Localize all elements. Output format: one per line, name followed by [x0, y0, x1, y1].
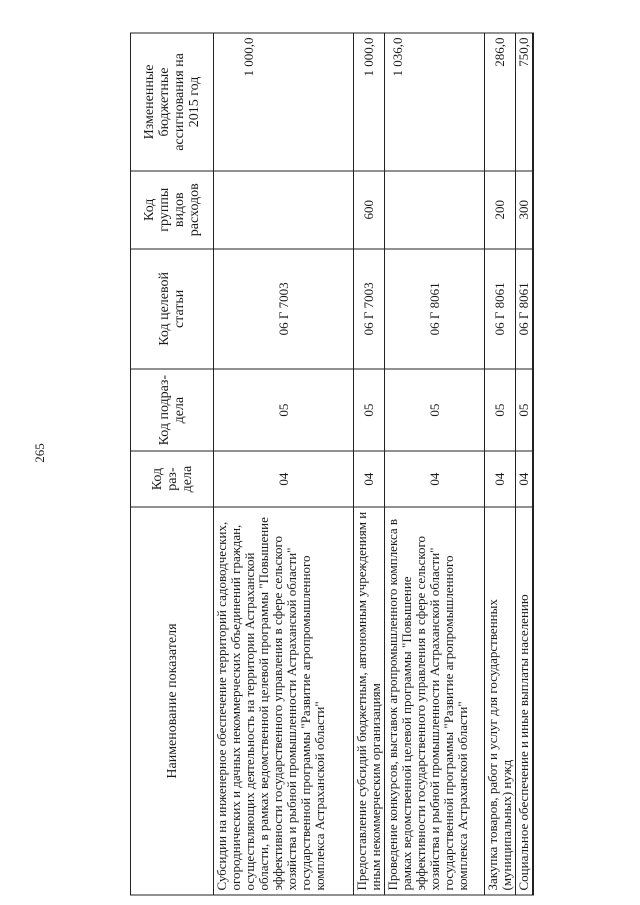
row-podrazdel: 05: [354, 369, 385, 451]
header-vid: Код группы видов расходов: [131, 171, 214, 249]
row-vid: [385, 171, 485, 249]
page-number: 265: [31, 443, 47, 463]
table-row: [385, 33, 485, 895]
row-podrazdel: 05: [385, 369, 485, 451]
row-celevaya: 06 Г 7003: [354, 249, 385, 370]
row-celevaya: 06 Г 8061: [516, 249, 534, 370]
row-amount: 1 000,0: [354, 33, 385, 171]
header-razdel: Код раз-дела: [131, 451, 214, 507]
table-row: [485, 33, 516, 895]
row-razdel: 04: [385, 451, 485, 507]
header-amount: Измененные бюджетные ассигнования на 2015 год: [131, 33, 214, 171]
row-celevaya: 06 Г 8061: [485, 249, 516, 370]
row-razdel: 04: [214, 451, 354, 507]
row-razdel: 04: [516, 451, 534, 507]
rotated-table-container: [130, 33, 531, 896]
table-row: [516, 33, 534, 895]
row-name: Социальное обеспечение и иные выплаты населению: [516, 507, 534, 895]
row-razdel: 04: [485, 451, 516, 507]
row-razdel: 04: [354, 451, 385, 507]
row-vid: [214, 171, 354, 249]
table-header-row: [131, 33, 214, 895]
header-podrazdel: Код подраз-дела: [131, 369, 214, 451]
row-podrazdel: 05: [485, 369, 516, 451]
table-row: [354, 33, 385, 895]
row-name: Субсидии на инженерное обеспечение территорий садоводческих, огороднических и дачных некоммерческих объединений граждан, осуществляющих деятельность на территории Астраханской области, в рамках ведомственной целевой программы "Повышение эффективности государственного управления в сфере сельского хозяйства и рыбной промышленности Астраханской области" государственной программы "Развитие агропромышленного комплекса Астраханской области": [214, 507, 354, 895]
row-name: Предоставление субсидий бюджетным, автономным учреждениям и иным некоммерческим организациям: [354, 507, 385, 895]
row-podrazdel: 05: [214, 369, 354, 451]
row-amount: 286,0: [485, 33, 516, 171]
header-celevaya: Код целевой статьи: [131, 249, 214, 370]
table-row: [214, 33, 354, 895]
row-celevaya: 06 Г 8061: [385, 249, 485, 370]
row-name: Закупка товаров, работ и услуг для государственных (муниципальных) нужд: [485, 507, 516, 895]
row-podrazdel: 05: [516, 369, 534, 451]
header-name: Наименование показателя: [131, 507, 214, 895]
row-celevaya: 06 Г 7003: [214, 249, 354, 370]
budget-table: [130, 33, 534, 896]
row-vid: 300: [516, 171, 534, 249]
row-vid: 600: [354, 171, 385, 249]
row-amount: 1 000,0: [214, 33, 354, 171]
row-name: Проведение конкурсов, выставок агропромышленного комплекса в рамках ведомственной целевой программы "Повышение эффективности государственного управления в сфере сельского хозяйства и рыбной промышленности Астраханской области" государственной программы "Развитие агропромышленного комплекса Астраханской области": [385, 507, 485, 895]
row-amount: 750,0: [516, 33, 534, 171]
row-vid: 200: [485, 171, 516, 249]
row-amount: 1 036,0: [385, 33, 485, 171]
